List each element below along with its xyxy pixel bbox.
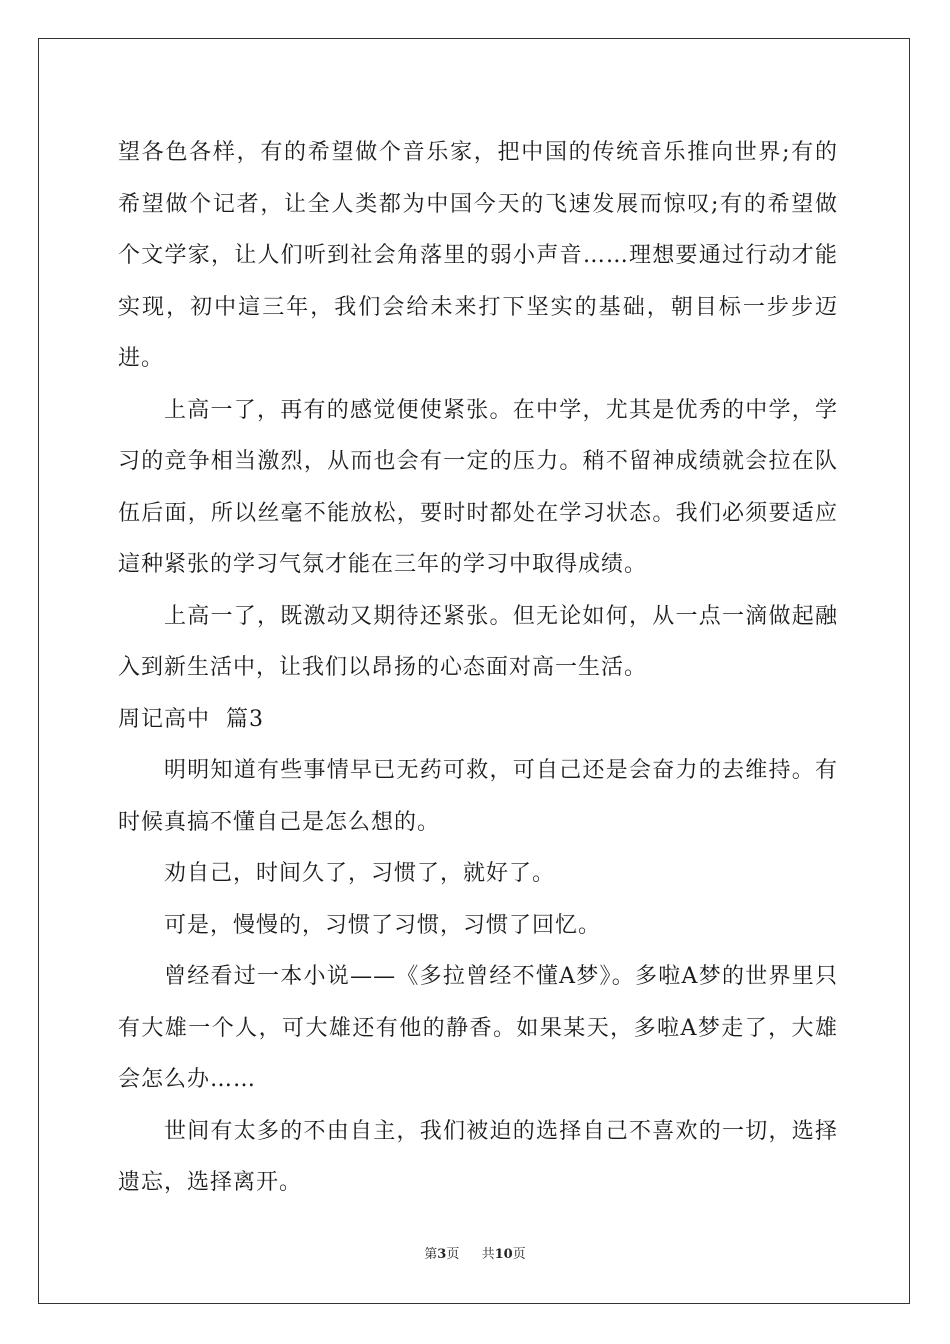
document-body bbox=[118, 127, 838, 1209]
paragraph-continuation: 望各色各样，有的希望做个音乐家，把中国的传统音乐推向世界;有的希望做个记者，让全人类都为中国今天的飞速发展而惊叹;有的希望做个文学家，让人们听到社会角落里的弱小声音……理想要通过行动才能实现，初中這三年，我们会给未来打下坚实的基础，朝目标一步步迈进。 bbox=[118, 140, 838, 371]
paragraph: 劝自己，时间久了，习惯了，就好了。 bbox=[164, 861, 556, 886]
paragraph: 上高一了，再有的感觉便使紧张。在中学，尤其是优秀的中学，学习的竞争相当激烈，从而也会有一定的压力。稍不留神成绩就会拉在队伍后面，所以丝毫不能放松，要时时都处在学习状态。我们必须要适应這种紧张的学习气氛才能在三年的学习中取得成绩。 bbox=[118, 397, 838, 577]
paragraph: 可是，慢慢的，习惯了习惯，习惯了回忆。 bbox=[164, 912, 602, 938]
section-heading: 周记高中 篇3 bbox=[118, 706, 264, 732]
page-number: 3 bbox=[437, 1247, 447, 1262]
paragraph: 世间有太多的不由自主，我们被迫的选择自己不喜欢的一切，选择遗忘，选择离开。 bbox=[118, 1118, 838, 1195]
paragraph: 明明知道有些事情早已无药可救，可自己还是会奋力的去维持。有时候真搞不懂自己是怎么想的。 bbox=[118, 758, 838, 835]
total-prefix: 共 bbox=[481, 1247, 495, 1262]
page-prefix: 第 bbox=[424, 1247, 438, 1262]
page-footer bbox=[0, 1246, 950, 1264]
page-suffix: 页 bbox=[446, 1247, 460, 1262]
paragraph: 曾经看过一本小说——《多拉曾经不懂A梦》。多啦A梦的世界里只有大雄一个人，可大雄还有他的静香。如果某天，多啦A梦走了，大雄会怎么办…… bbox=[118, 964, 838, 1092]
paragraph: 上高一了，既激动又期待还紧张。但无论如何，从一点一滴做起融入到新生活中，让我们以昂扬的心态面对高一生活。 bbox=[118, 603, 838, 680]
total-suffix: 页 bbox=[512, 1247, 526, 1262]
total-pages: 10 bbox=[494, 1247, 513, 1262]
